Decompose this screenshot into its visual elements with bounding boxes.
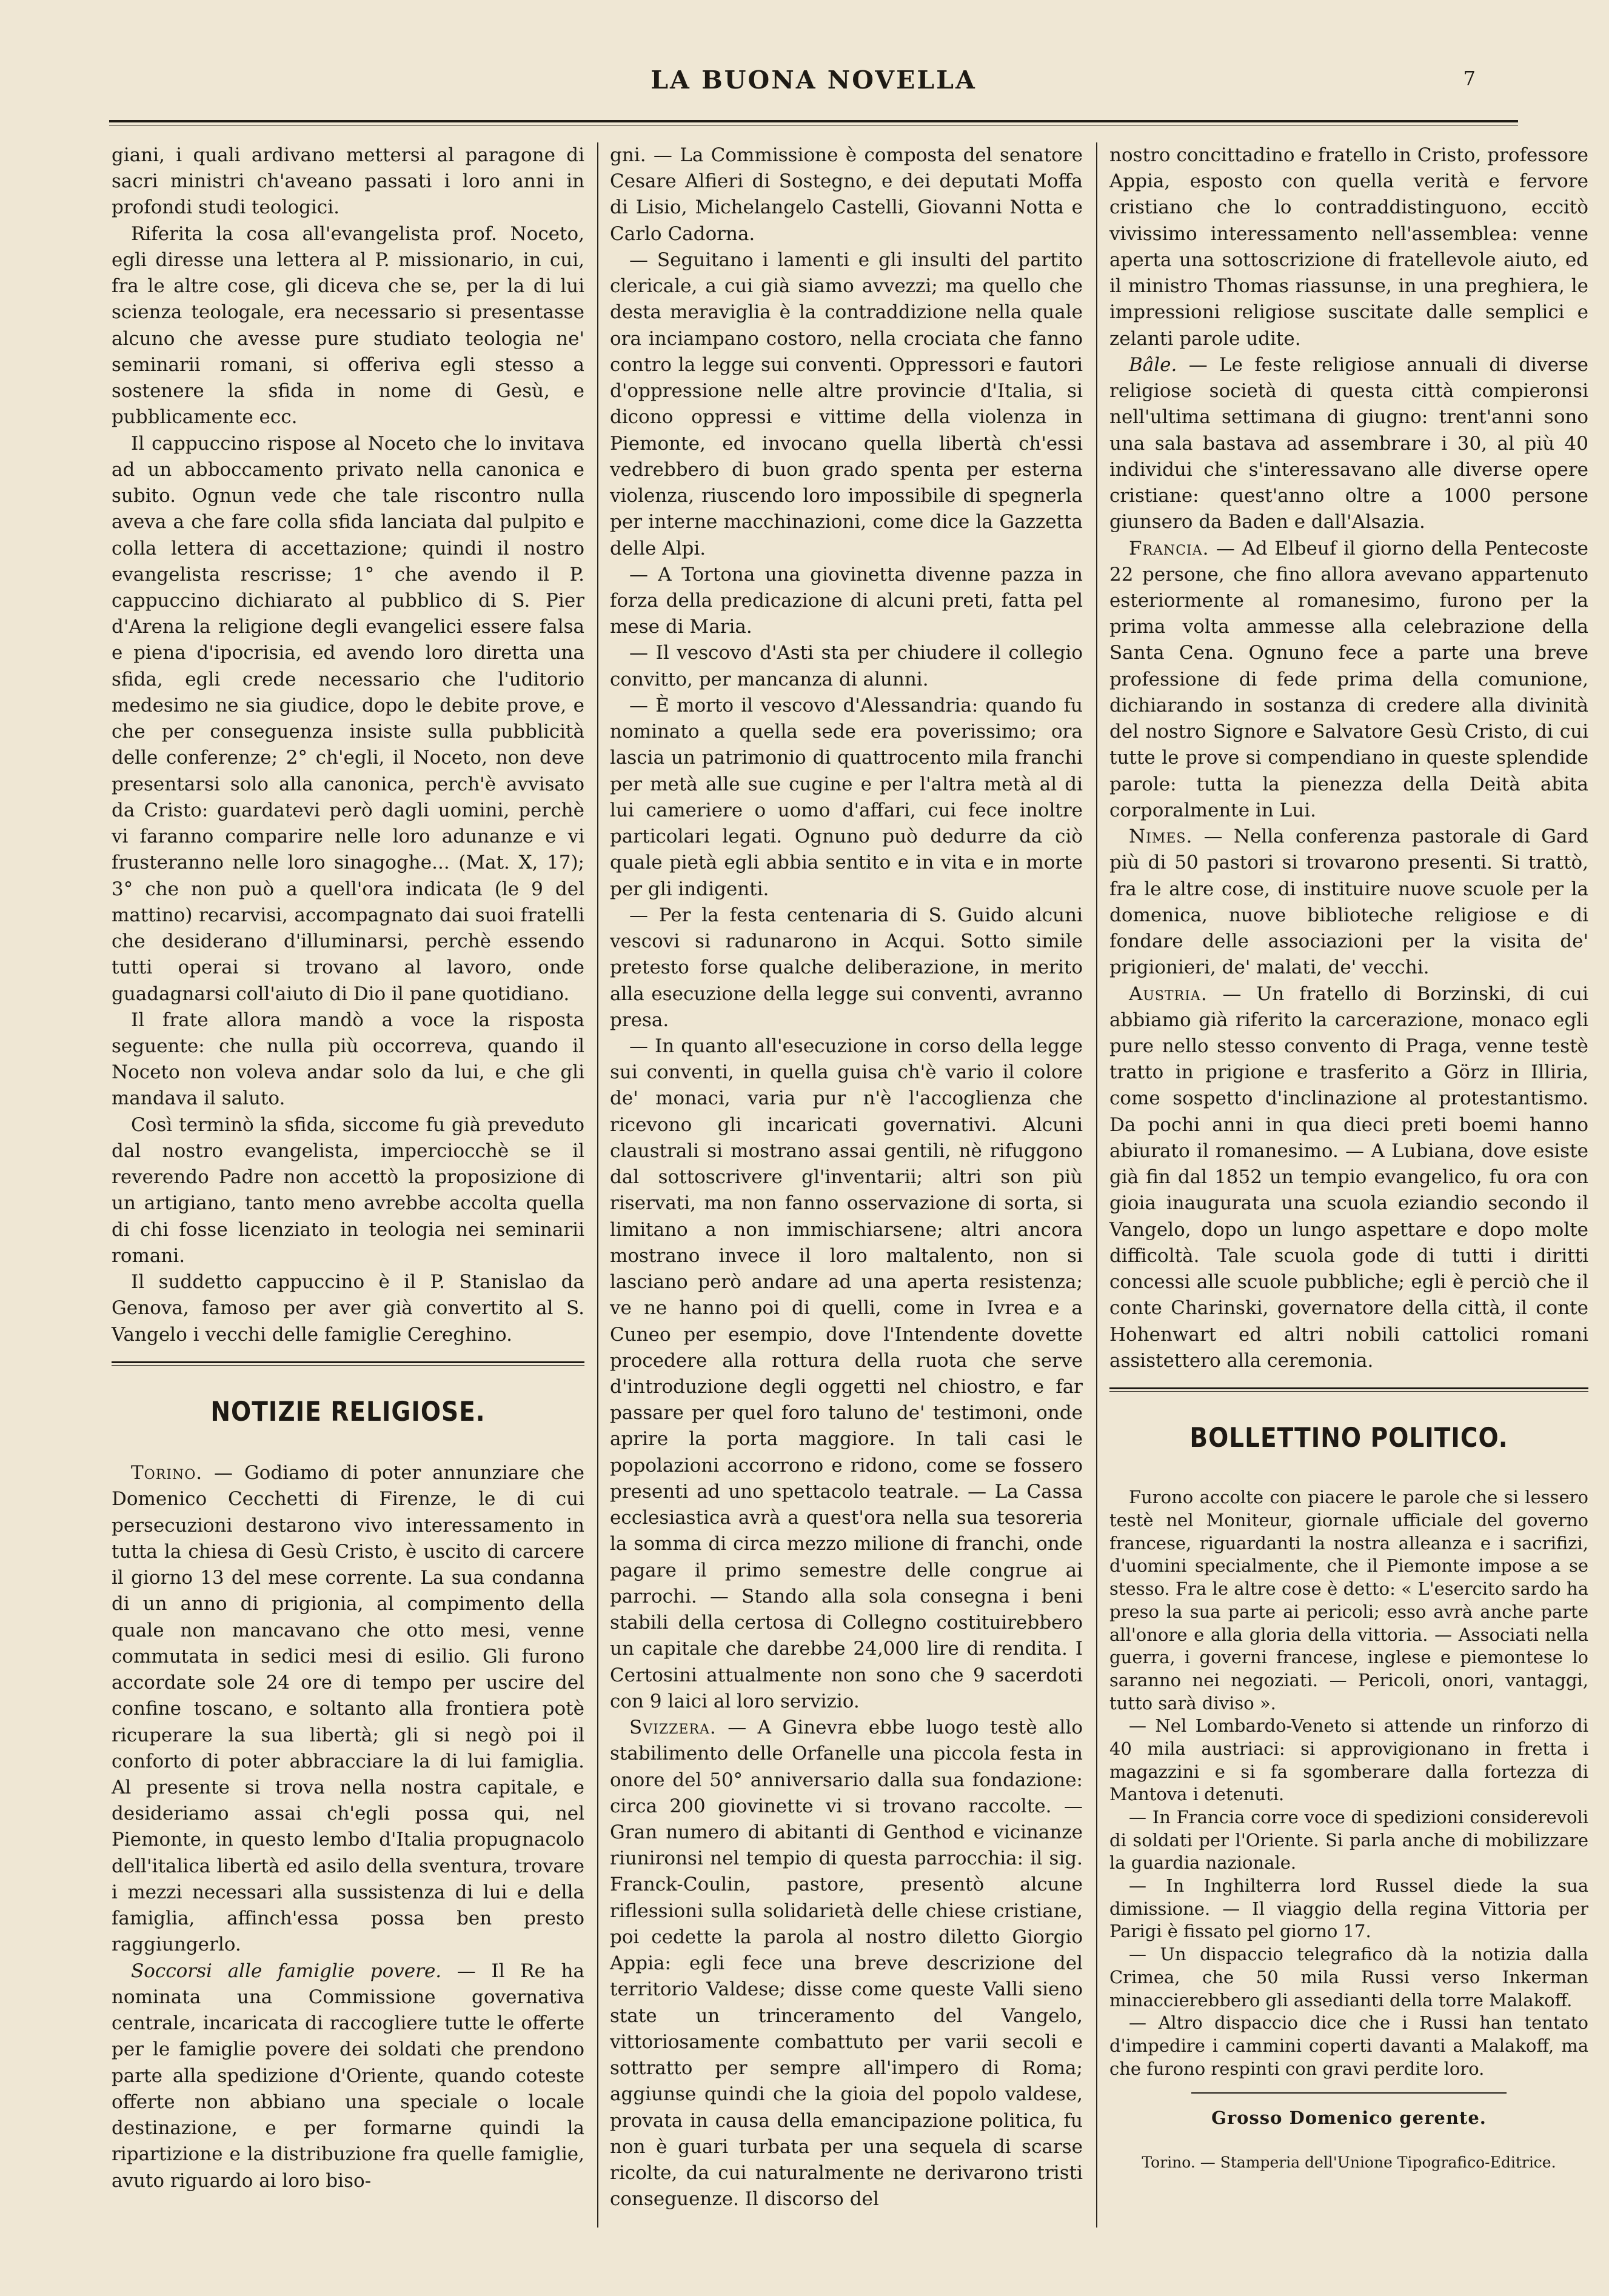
paragraph: gni. — La Commissione è composta del senatore Cesare Alfieri di Sostegno, e dei deputati Moffa di Lisio, Michelangelo Castelli, Giovanni Notta e Carlo Cadorna. <box>610 144 1083 245</box>
news-item <box>610 1715 1083 2212</box>
place-name: Svizzera. <box>629 1717 717 1739</box>
column-divider <box>597 142 598 2228</box>
paragraph: — In Francia corre voce di spedizioni considerevoli di soldati per l'Oriente. Si parla anche di mobilizzare la guardia nazionale. <box>1109 1807 1588 1874</box>
paragraph: nostro concittadino e fratello in Cristo, professore Appia, esposto con quella verità e fervore cristiano che lo contraddistinguono, eccitò vivissimo interessamento nell'assemblea: venne aperta una sottoscrizione di fratellevole aiuto, ed il ministro Thomas riassunse, in una preghiera, le impressioni religiose suscitate dalle semplici e zelanti parole udite. <box>1109 144 1588 350</box>
news-text: — Un fratello di Borzinski, di cui abbiamo già riferito la carcerazione, monaco egli pure nello stesso convento di Praga, venne testè tratto in prigione e trasferito a Görz in Illiria, come sospetto d'inclinazione al protestantismo. Da pochi anni in qua dieci preti boemi hanno abiurato il romanesimo. — A Lubiana, dove esiste già fin dal 1852 un tempio evangelico, fu ora con gioia inaugurata una scuola eziandio secondo il Vangelo, dopo un lungo aspettare e dopo molte difficoltà. Tale scuola gode di tutti i diritti concessi alle scuole pubbliche; egli è perciò che il conte Charinski, governatore della città, il conte Hohenwart ed altri nobili cattolici romani assistettero alla ceremonia. <box>1109 983 1588 1372</box>
editor-signature: Grosso Domenico gerente. <box>1211 2107 1487 2129</box>
column-divider <box>1096 142 1097 2228</box>
masthead-title: LA BUONA NOVELLA <box>651 65 977 95</box>
column-2 <box>610 142 1083 2213</box>
printer-imprint: Torino. — Stamperia dell'Unione Tipografico-Editrice. <box>1142 2153 1556 2171</box>
news-text: — Le feste religiose annuali di diverse religiose società di questa città compieronsi nell'ultima settimana di giugno: trent'anni sono una sala bastava ad assembrare i 30, al più 40 individui che s'interessavano alle diverse opere cristiane: quest'anno oltre a 1000 persone giunsero da Baden e dall'Alsazia. <box>1109 353 1588 533</box>
news-item <box>1109 536 1588 824</box>
news-text: — Nella conferenza pastorale di Gard più di 50 pastori si trovarono presenti. Si trattò, fra le altre cose, di instituire nuove scuole per la domenica, nuove biblioteche religiose e di fondare delle associazioni per la visita de' prigionieri, de' malati, de' vecchi. <box>1109 826 1588 979</box>
news-text: — Godiamo di poter annunziare che Domenico Cecchetti di Firenze, le di cui persecuzioni destarono vivo interessamento in tutta la chiesa di Gesù Cristo, è uscito di carcere il giorno 13 del mese corrente. La sua condanna di un anno di prigionia, al compimento della quale non mancavano che otto mesi, venne commutata in sedici mesi di esilio. Gli furono accordate sole 24 ore di tempo per uscire del confine toscano, e soltanto alla frontiera potè ricuperare la sua libertà; gli si negò poi il conforto di poter abbracciare la di lui famiglia. Al presente si trova nella nostra capitale, e desideriamo assai ch'egli possa qui, nel Piemonte, in questo lembo d'Italia propugnacolo dell'italica libertà ed asilo della sventura, trovare i mezzi necessari alla sussistenza di lui e della famiglia, affinch'essa possa ben presto raggiungerlo. <box>112 1462 584 1956</box>
paragraph: — A Tortona una giovinetta divenne pazza in forza della predicazione di alcuni preti, fatta pel mese di Maria. <box>610 563 1083 638</box>
page-header <box>109 65 1518 102</box>
news-lead: Soccorsi alle famiglie povere. <box>131 1960 442 1982</box>
paragraph: — Nel Lombardo-Veneto si attende un rinforzo di 40 mila austriaci: si approvigionano in fretta i magazzini e si fa sgomberare dalla fortezza di Mantova i detenuti. <box>1109 1715 1588 1805</box>
section-title: NOTIZIE RELIGIOSE. <box>210 1396 486 1428</box>
news-item <box>1109 352 1588 536</box>
news-item <box>112 1460 584 1958</box>
news-text: — Ad Elbeuf il giorno della Pentecoste 22 persone, che fino allora avevano appartenuto esteriormente al romanesimo, furono per la prima volta ammesse alla celebrazione della Santa Cena. Ognuno fece a parte una breve professione di fede prima della comunione, dichiarando in sostanza di credere alla divinità del nostro Signore e Salvatore Gesù Cristo, di cui tutte le prove si compendiano in queste splendide parole: tutta la pienezza della Deità abita corporalmente in Lui. <box>1109 537 1588 821</box>
paragraph: Riferita la cosa all'evangelista prof. Noceto, egli diresse una lettera al P. missionario, in cui, fra le altre cose, gli diceva che se, per la di lui scienza teologale, era necessario si presentasse alcuno che avesse pure studiato teologia ne' seminarii romani, si offeriva egli stesso a sostenere la sfida in nome di Gesù, e pubblicamente ecc. <box>112 222 584 429</box>
place-name: Nimes. <box>1129 826 1193 848</box>
news-text: — Il Re ha nominata una Commissione governativa centrale, incaricata di raccogliere tutte le offerte per le famiglie povere dei soldati che prendono parte alla spedizione d'Oriente, quando coteste offerte non abbiano una speciale o locale destinazione, e per formarne quindi la ripartizione e la distribuzione fra quelle famiglie, avuto riguardo ai loro biso- <box>112 1960 584 2192</box>
paragraph: Il frate allora mandò a voce la risposta seguente: che nulla più occorreva, quando il Noceto non voleva andar solo da lui, e che gli mandava il saluto. <box>112 1009 584 1110</box>
news-text: — A Ginevra ebbe luogo testè allo stabilimento delle Orfanelle una piccola festa in onore del 50° anniversario dalla sua fondazione: circa 200 giovinette vi si trovano raccolte. — Gran numero di abitanti di Genthod e vicinanze riunironsi nel tempio di questa parrocchia: il sig. Franck-Coulin, pastore, presentò alcune riflessioni sulla solidarietà delle chiese cristiane, poi cedette la parola al nostro diletto Giorgio Appia: egli fece una breve descrizione del territorio Valdese; disse come queste Valli sieno state un trinceramento del Vangelo, vittoriosamente combattuto per varii secoli e sottratto per sempre all'impero di Roma; aggiunse quindi che la gioia del popolo valdese, provata in causa della emancipazione politica, fu non è guari turbata per una sequela di scarse ricolte, da cui naturalmente ne derivarono tristi conseguenze. Il discorso del <box>610 1717 1083 2211</box>
news-item <box>1109 981 1588 1375</box>
paragraph: giani, i quali ardivano mettersi al paragone di sacri ministri ch'aveano passati i loro anni in profondi studi teologici. <box>112 144 584 219</box>
paragraph: — Seguitano i lamenti e gli insulti del partito clericale, a cui già siamo avvezzi; ma quello che desta meraviglia è la contraddizione nella quale ora inciampano costoro, nella crociata che fanno contro la legge sui conventi. Oppressori e fautori d'oppressione nelle altre provincie d'Italia, si dicono oppressi e vittime della violenza in Piemonte, ed invocano quella libertà ch'essi vedrebbero di buon grado spenta per esterna violenza, riuscendo loro impossibile di spegnerla per interne macchinazioni, come dice la Gazzetta delle Alpi. <box>610 249 1083 559</box>
paragraph: — Altro dispaccio dice che i Russi han tentato d'impedire i cammini coperti davanti a Malakoff, ma che furono respinti con gravi perdite loro. <box>1109 2012 1588 2079</box>
bulletin-body <box>1109 1486 1588 2080</box>
place-name: Francia. <box>1129 537 1209 559</box>
place-name: Torino. <box>131 1462 203 1484</box>
paragraph: Il cappuccino rispose al Noceto che lo invitava ad un abboccamento privato nella canonica e subito. Ognun vede che tale riscontro nulla aveva a che fare colla sfida lanciata dal pulpito e colla lettera di accettazione; quindi il nostro evangelista rescrisse; 1° che avendo il P. cappuccino dichiarato al pubblico di S. Pier d'Arena la religione degli evangelici essere falsa e piena d'ipocrisia, ed avendo loro diretta una sfida, egli crede necessario che l'uditorio medesimo ne sia giudice, dopo le debite prove, e che per conseguenza insiste sulla pubblicità delle conferenze; 2° ch'egli, il Noceto, non deve presentarsi solo alla canonica, perch'è avvisato da Cristo: guardatevi però dagli uomini, perchè vi faranno comparire nelle loro adunanze e vi frusteranno nelle loro sinagoghe... (Mat. X, 17); 3° che non può a quell'ora indicata (le 9 del mattino) recarvisi, accompagnato dai suoi fratelli che desiderano d'illuminarsi, perchè essendo tutti operai si trovano al lavoro, onde guadagnarsi coll'aiuto di Dio il pane quotidiano. <box>112 432 584 1005</box>
place-name: Bâle. <box>1129 353 1177 376</box>
section-rule <box>112 1361 584 1366</box>
paragraph: — In Inghilterra lord Russel diede la sua dimissione. — Il viaggio della regina Vittoria per Parigi è fissato pel giorno 17. <box>1109 1875 1588 1942</box>
paragraph: Così terminò la sfida, siccome fu già preveduto dal nostro evangelista, imperciocchè se il reverendo Padre non accettò la proposizione di un artigiano, tanto meno avrebbe accolta quella di chi fosse licenziato in teologia nei seminarii romani. <box>112 1113 584 1267</box>
section-rule <box>1109 1387 1588 1392</box>
paragraph: — Per la festa centenaria di S. Guido alcuni vescovi si radunarono in Acqui. Sotto simile pretesto forse qualche deliberazione, in merito alla esecuzione della legge sui conventi, avranno presa. <box>610 904 1083 1031</box>
paragraph: — In quanto all'esecuzione in corso della legge sui conventi, in quella guisa ch'è vario il colore de' monaci, varia pur n'è l'accoglienza che ricevono gli incaricati governativi. Alcuni claustrali si mostrano assai gentili, nè rifuggono dal sottoscrivere gl'inventarii; altri son più riservati, ma non fanno osservazione di sorta, si limitano a non immischiarsene; altri ancora mostrano invece il loro maltalento, non si lasciano però andare ad una aperta resistenza; ve ne hanno poi di quelli, come in Ivrea e a Cuneo per esempio, dove l'Intendente dovette procedere alla rottura della ruota che serve d'introduzione degli oggetti nel chiostro, e far passare per quel foro taluno de' testimoni, onde aprire la porta maggiore. In tali casi le popolazioni accorrono e ridono, come se fossero presenti ad uno spettacolo teatrale. — La Cassa ecclesiastica avrà a quest'ora nella sua tesoreria la somma di circa mezzo milione di franchi, onde pagare il primo semestre delle congrue ai parrochi. — Stando alla sola consegna i beni stabili della certosa di Collegno costituirebbero un capitale che darebbe 24,000 lire di rendita. I Certosini attualmente non sono che 9 sacerdoti con 9 laici al loro servizio. <box>610 1035 1083 1712</box>
page-number: 7 <box>1463 67 1476 90</box>
paragraph: — Un dispaccio telegrafico dà la notizia dalla Crimea, che 50 mila Russi verso Inkerman minaccierebbero gli assedianti della torre Malakoff. <box>1109 1944 1588 2011</box>
paragraph: Il suddetto cappuccino è il P. Stanislao da Genova, famoso per aver già convertito al S. Vangelo i vecchi delle famiglie Cereghino. <box>112 1271 584 1346</box>
section-title: BOLLETTINO POLITICO. <box>1189 1422 1508 1454</box>
header-rule <box>109 120 1518 125</box>
paragraph: — È morto il vescovo d'Alessandria: quando fu nominato a quella sede era poverissimo; ora lascia un patrimonio di quattrocento mila franchi per metà alle sue cugine e per l'altra metà al di lui cameriere o uomo d'affari, cui fece inoltre particolari legati. Ognuno può dedurre da ciò quale pietà egli abbia sentito e in vita e in morte per gli indigenti. <box>610 694 1083 900</box>
paragraph: — Il vescovo d'Asti sta per chiudere il collegio convitto, per mancanza di alunni. <box>610 642 1083 690</box>
news-item <box>112 1958 584 2194</box>
place-name: Austria. <box>1129 983 1208 1005</box>
paragraph: Furono accolte con piacere le parole che si lessero testè nel Moniteur, giornale ufficiale del governo francese, riguardanti la nostra alleanza e i sacrifizi, d'uomini specialmente, che il Piemonte impose a se stesso. Fra le altre cose è detto: « L'esercito sardo ha preso la sua parte ai pericoli; esso avrà anche parte all'onore e alla gloria della vittoria. — Associati nella guerra, i governi francese, inglese e piemontese lo saranno nei negoziati. — Pericoli, onori, vantaggi, tutto sarà diviso ». <box>1109 1487 1588 1714</box>
divider <box>1191 2092 1507 2094</box>
news-item <box>1109 824 1588 981</box>
column-1 <box>112 142 584 2194</box>
column-3 <box>1109 142 1588 2174</box>
